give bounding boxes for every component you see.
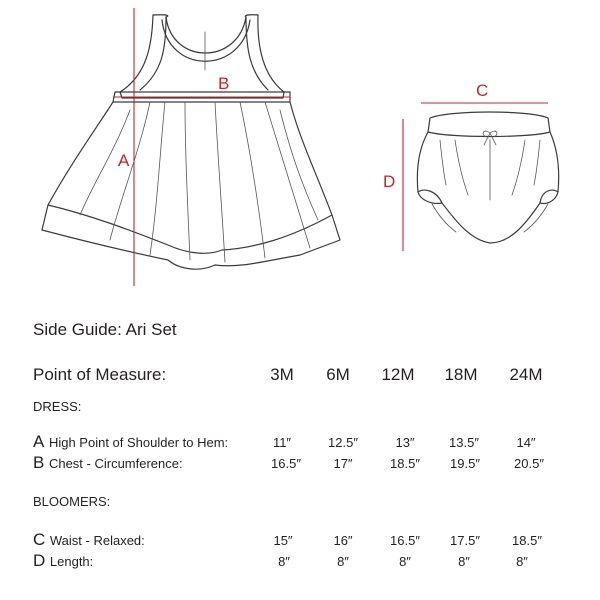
row-label-b [33,453,183,473]
row-text-b: Chest - Circumference: [45,456,183,471]
row-label-d [33,551,93,571]
row-text-a: High Point of Shoulder to Hem: [45,435,229,450]
cell-b-12m: 18.5″ [390,456,420,471]
size-header-12m: 12M [381,365,415,384]
cell-d-12m: 8″ [399,554,411,569]
cell-b-24m: 20.5″ [514,456,544,471]
dress-sketch [42,15,340,269]
label-a: A [118,151,130,170]
dress-heading: DRESS: [33,399,82,414]
size-header-24m: 24M [509,365,543,384]
cell-d-6m: 8″ [337,554,349,569]
row-letter-d: D [33,551,46,570]
cell-d-24m: 8″ [516,554,528,569]
cell-b-18m: 19.5″ [450,456,480,471]
cell-c-3m: 15″ [273,533,293,548]
cell-c-6m: 16″ [333,533,353,548]
cell-b-3m: 16.5″ [271,456,301,471]
label-d: D [383,172,396,191]
label-b: B [218,74,230,93]
cell-a-12m: 13″ [395,435,415,450]
cell-c-12m: 16.5″ [390,533,420,548]
cell-a-3m: 11″ [272,435,292,450]
cell-a-24m: 14″ [516,435,536,450]
size-header-3m: 3M [270,365,294,384]
row-label-a [33,432,228,452]
guide-title: Side Guide: Ari Set [33,320,177,339]
row-text-c: Waist - Relaxed: [46,533,145,548]
row-label-c [33,530,145,550]
cell-c-18m: 17.5″ [450,533,480,548]
row-text-d: Length: [46,554,94,569]
label-c: C [476,81,489,100]
cell-b-6m: 17″ [333,456,353,471]
cell-a-6m: 12.5″ [328,435,358,450]
cell-d-18m: 8″ [458,554,470,569]
bloomers-sketch [417,112,558,243]
point-of-measure-heading: Point of Measure: [33,365,167,384]
cell-a-18m: 13.5″ [449,435,479,450]
cell-d-3m: 8″ [278,554,290,569]
row-letter-b: B [33,453,45,472]
size-header-18m: 18M [444,365,478,384]
cell-c-24m: 18.5″ [512,533,542,548]
bloomers-heading: BLOOMERS: [33,494,111,509]
row-letter-a: A [33,432,45,451]
size-header-6m: 6M [326,365,350,384]
row-letter-c: C [33,530,46,549]
